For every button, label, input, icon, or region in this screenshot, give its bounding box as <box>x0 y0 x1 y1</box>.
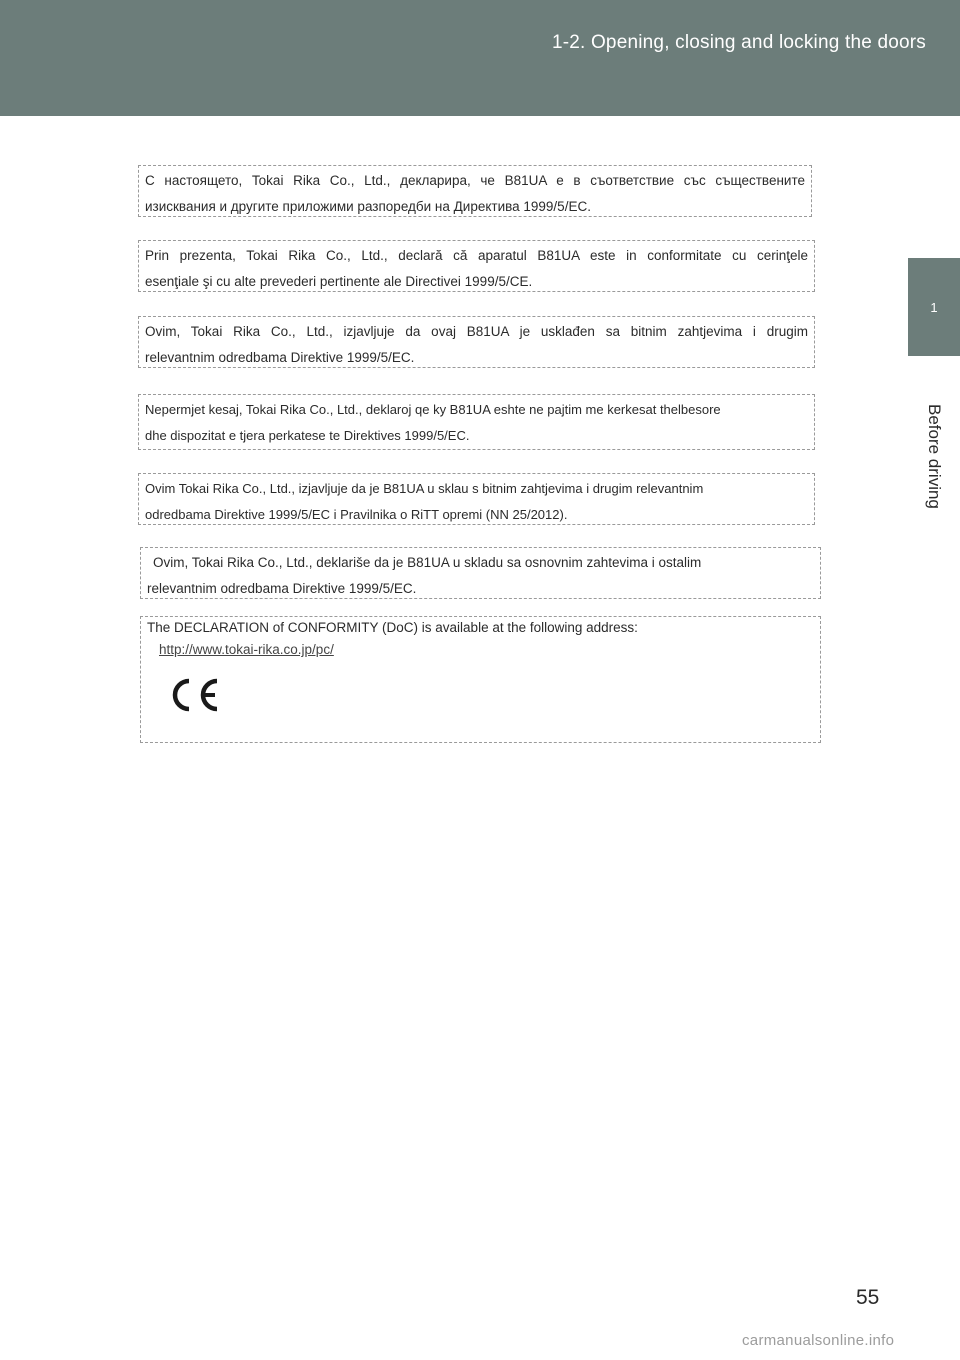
declaration-line: Ovim, Tokai Rika Co., Ltd., deklariše da je B81UA u skladu sa osnovnim zahtevima i ostalim <box>153 555 702 570</box>
doc-notice-box <box>140 616 821 743</box>
declaration-line: С настоящето, Tokai Rika Co., Ltd., декларира, че B81UA е в съответствие със съществените <box>145 173 805 188</box>
declaration-serbian <box>140 547 821 599</box>
page-number: 55 <box>856 1286 880 1309</box>
chapter-title: Before driving <box>925 403 944 509</box>
declaration-line: Nepermjet kesaj, Tokai Rika Co., Ltd., deklaroj qe ky B81UA eshte ne pajtim me kerkesat thelbesore <box>145 402 721 417</box>
declaration-romanian <box>138 240 815 292</box>
declaration-line: изисквания и другите приложими разпоредби на Директива 1999/5/ЕС. <box>145 199 591 214</box>
watermark: carmanualsonline.info <box>742 1332 895 1349</box>
declaration-bosnian <box>138 316 815 368</box>
declaration-line: dhe dispozitat e tjera perkatese te Direktives 1999/5/EC. <box>145 428 470 443</box>
declaration-line: odredbama Direktive 1999/5/EC i Pravilnika o RiTT opremi (NN 25/2012). <box>145 507 568 522</box>
declaration-line: Prin prezenta, Tokai Rika Co., Ltd., declară că aparatul B81UA este in conformitate cu cerinţele <box>145 248 808 263</box>
doc-url-link[interactable]: http://www.tokai-rika.co.jp/pc/ <box>159 642 334 657</box>
declaration-croatian <box>138 473 815 525</box>
chapter-number: 1 <box>930 299 938 315</box>
declaration-line: esenţiale şi cu alte prevederi pertinente ale Directivei 1999/5/CE. <box>145 274 533 289</box>
declaration-line: Ovim Tokai Rika Co., Ltd., izjavljuje da je B81UA u sklau s bitnim zahtjevima i drugim relevantnim <box>145 481 704 496</box>
doc-notice-text: The DECLARATION of CONFORMITY (DoC) is available at the following address: <box>147 620 638 635</box>
declaration-line: relevantnim odredbama Direktive 1999/5/EC. <box>147 581 417 596</box>
chapter-tab <box>908 258 960 356</box>
declaration-bulgarian <box>138 165 812 217</box>
declaration-albanian <box>138 394 815 450</box>
ce-mark-icon <box>165 676 225 714</box>
declaration-line: relevantnim odredbama Direktive 1999/5/EC. <box>145 350 415 365</box>
header-bar <box>0 0 960 116</box>
section-title: 1-2. Opening, closing and locking the doors <box>551 32 926 53</box>
declaration-line: Ovim, Tokai Rika Co., Ltd., izjavljuje da ovaj B81UA je usklađen sa bitnim zahtjevima i drugim <box>145 324 808 339</box>
